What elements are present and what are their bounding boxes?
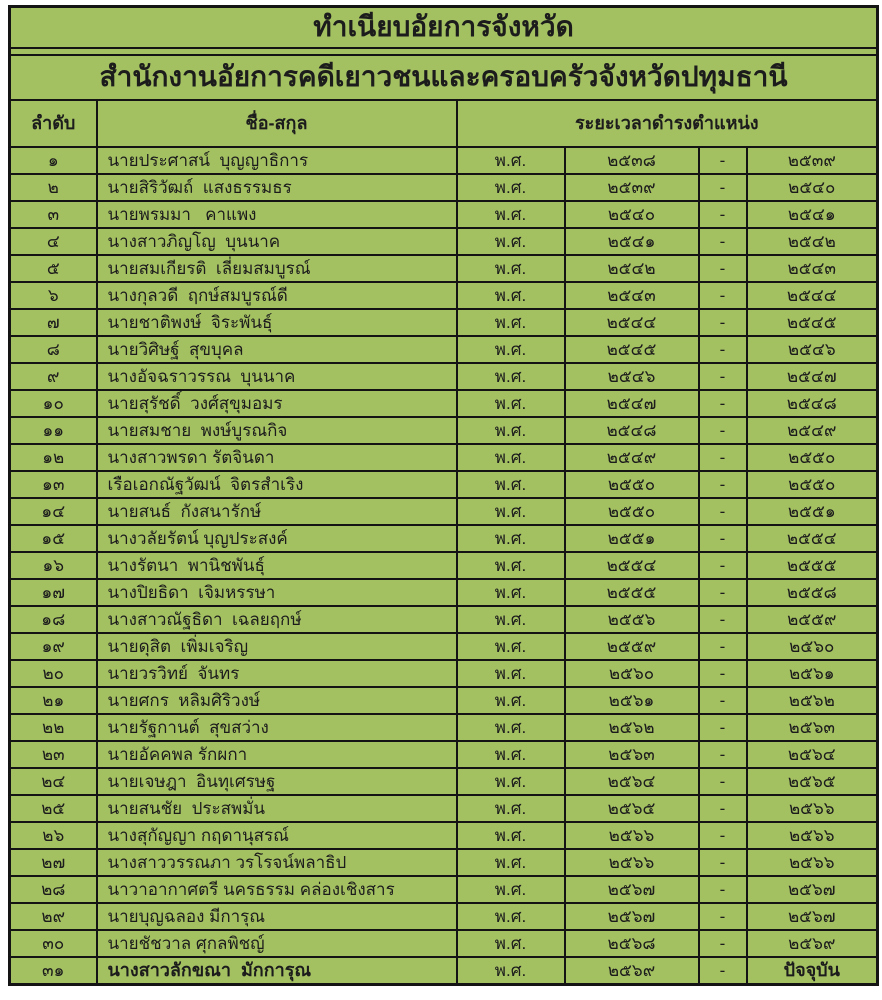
start-year-cell: ๒๕๓๙	[565, 174, 699, 201]
range-separator-cell: -	[699, 714, 747, 741]
range-separator-cell: -	[699, 417, 747, 444]
start-year-cell: ๒๕๖๖	[565, 849, 699, 876]
table-row	[10, 849, 878, 876]
range-separator-cell: -	[699, 201, 747, 228]
name-cell: นายวรวิทย์ จันทร	[97, 660, 457, 687]
name-cell: นายวิศิษฐ์ สุขบุคล	[97, 336, 457, 363]
end-year-cell: ๒๕๓๙	[747, 147, 878, 174]
range-separator-cell: -	[699, 930, 747, 957]
range-separator-cell: -	[699, 471, 747, 498]
row-index-cell: ๑๖	[10, 552, 97, 579]
end-year-cell: ๒๕๖๖	[747, 849, 878, 876]
row-index-cell: ๒๙	[10, 903, 97, 930]
start-year-cell: ๒๕๔๘	[565, 417, 699, 444]
row-index-cell: ๑๗	[10, 579, 97, 606]
range-separator-cell: -	[699, 579, 747, 606]
range-separator-cell: -	[699, 876, 747, 903]
start-year-cell: ๒๕๔๐	[565, 201, 699, 228]
era-label-cell: พ.ศ.	[457, 606, 565, 633]
range-separator-cell: -	[699, 741, 747, 768]
office-subtitle: สำนักงานอัยการคดีเยาวชนและครอบครัวจังหวัดปทุมธานี	[10, 55, 878, 100]
start-year-cell: ๒๕๔๖	[565, 363, 699, 390]
era-label-cell: พ.ศ.	[457, 282, 565, 309]
era-label-cell: พ.ศ.	[457, 309, 565, 336]
name-cell: นายอัคคพล รักผกา	[97, 741, 457, 768]
table-row	[10, 363, 878, 390]
row-index-cell: ๓	[10, 201, 97, 228]
row-index-cell: ๒๕	[10, 795, 97, 822]
start-year-cell: ๒๕๔๒	[565, 255, 699, 282]
row-index-cell: ๒๓	[10, 741, 97, 768]
table-row	[10, 417, 878, 444]
row-index-cell: ๒	[10, 174, 97, 201]
range-separator-cell: -	[699, 606, 747, 633]
subtitle-row	[10, 55, 878, 100]
era-label-cell: พ.ศ.	[457, 930, 565, 957]
end-year-cell: ๒๕๖๒	[747, 687, 878, 714]
name-cell: นางสาววรรณภา วรโรจน์พลาธิป	[97, 849, 457, 876]
era-label-cell: พ.ศ.	[457, 444, 565, 471]
name-cell: นาวาอากาศตรี นครธรรม คล่องเชิงสาร	[97, 876, 457, 903]
era-label-cell: พ.ศ.	[457, 633, 565, 660]
end-year-cell: ๒๕๕๔	[747, 525, 878, 552]
table-row	[10, 876, 878, 903]
start-year-cell: ๒๕๖๗	[565, 876, 699, 903]
end-year-cell: ๒๕๕๐	[747, 444, 878, 471]
row-index-cell: ๒๒	[10, 714, 97, 741]
end-year-cell: ๒๕๖๐	[747, 633, 878, 660]
era-label-cell: พ.ศ.	[457, 390, 565, 417]
end-year-cell: ปัจจุบัน	[747, 957, 878, 985]
era-label-cell: พ.ศ.	[457, 849, 565, 876]
column-header-period: ระยะเวลาดำรงตำแหน่ง	[457, 100, 878, 147]
start-year-cell: ๒๕๖๑	[565, 687, 699, 714]
table-row	[10, 390, 878, 417]
name-cell: นางสาวณัฐธิดา เฉลยฤกษ์	[97, 606, 457, 633]
row-index-cell: ๒๐	[10, 660, 97, 687]
end-year-cell: ๒๕๕๙	[747, 606, 878, 633]
era-label-cell: พ.ศ.	[457, 822, 565, 849]
start-year-cell: ๒๕๔๕	[565, 336, 699, 363]
range-separator-cell: -	[699, 660, 747, 687]
name-cell: เรือเอกณัฐวัฒน์ จิตรสำเริง	[97, 471, 457, 498]
start-year-cell: ๒๕๕๐	[565, 498, 699, 525]
start-year-cell: ๒๕๖๔	[565, 768, 699, 795]
start-year-cell: ๒๕๖๘	[565, 930, 699, 957]
table-row	[10, 606, 878, 633]
range-separator-cell: -	[699, 282, 747, 309]
row-index-cell: ๑๑	[10, 417, 97, 444]
end-year-cell: ๒๕๖๗	[747, 876, 878, 903]
range-separator-cell: -	[699, 390, 747, 417]
table-row	[10, 498, 878, 525]
row-index-cell: ๒๗	[10, 849, 97, 876]
row-index-cell: ๑๔	[10, 498, 97, 525]
range-separator-cell: -	[699, 444, 747, 471]
start-year-cell: ๒๕๔๙	[565, 444, 699, 471]
range-separator-cell: -	[699, 147, 747, 174]
row-index-cell: ๑๕	[10, 525, 97, 552]
start-year-cell: ๒๕๖๐	[565, 660, 699, 687]
table-row	[10, 309, 878, 336]
page-title: ทำเนียบอัยการจังหวัด	[10, 7, 878, 49]
era-label-cell: พ.ศ.	[457, 552, 565, 579]
era-label-cell: พ.ศ.	[457, 336, 565, 363]
era-label-cell: พ.ศ.	[457, 903, 565, 930]
start-year-cell: ๒๕๖๓	[565, 741, 699, 768]
name-cell: นางอัจฉราวรรณ บุนนาค	[97, 363, 457, 390]
row-index-cell: ๓๐	[10, 930, 97, 957]
end-year-cell: ๒๕๔๘	[747, 390, 878, 417]
name-cell: นายสนชัย ประสพมั่น	[97, 795, 457, 822]
end-year-cell: ๒๕๖๓	[747, 714, 878, 741]
era-label-cell: พ.ศ.	[457, 471, 565, 498]
row-index-cell: ๑๒	[10, 444, 97, 471]
start-year-cell: ๒๕๖๖	[565, 822, 699, 849]
era-label-cell: พ.ศ.	[457, 525, 565, 552]
end-year-cell: ๒๕๖๙	[747, 930, 878, 957]
end-year-cell: ๒๕๔๒	[747, 228, 878, 255]
table-row	[10, 687, 878, 714]
end-year-cell: ๒๕๕๘	[747, 579, 878, 606]
table-row	[10, 957, 878, 985]
row-index-cell: ๒๖	[10, 822, 97, 849]
range-separator-cell: -	[699, 498, 747, 525]
range-separator-cell: -	[699, 363, 747, 390]
spacer-row	[10, 48, 878, 55]
start-year-cell: ๒๕๕๐	[565, 471, 699, 498]
range-separator-cell: -	[699, 336, 747, 363]
start-year-cell: ๒๕๕๔	[565, 552, 699, 579]
era-label-cell: พ.ศ.	[457, 147, 565, 174]
row-index-cell: ๓๑	[10, 957, 97, 985]
row-index-cell: ๗	[10, 309, 97, 336]
table-row	[10, 174, 878, 201]
range-separator-cell: -	[699, 957, 747, 985]
table-row	[10, 336, 878, 363]
start-year-cell: ๒๕๕๕	[565, 579, 699, 606]
table-row	[10, 228, 878, 255]
era-label-cell: พ.ศ.	[457, 768, 565, 795]
table-row	[10, 660, 878, 687]
name-cell: นายสมเกียรติ เลี่ยมสมบูรณ์	[97, 255, 457, 282]
name-cell: นายชัชวาล ศุกลพิชญ์	[97, 930, 457, 957]
table-row	[10, 633, 878, 660]
row-index-cell: ๖	[10, 282, 97, 309]
era-label-cell: พ.ศ.	[457, 228, 565, 255]
start-year-cell: ๒๕๔๔	[565, 309, 699, 336]
end-year-cell: ๒๕๔๙	[747, 417, 878, 444]
table-body	[10, 147, 878, 985]
start-year-cell: ๒๕๕๖	[565, 606, 699, 633]
era-label-cell: พ.ศ.	[457, 876, 565, 903]
end-year-cell: ๒๕๖๖	[747, 795, 878, 822]
range-separator-cell: -	[699, 795, 747, 822]
range-separator-cell: -	[699, 228, 747, 255]
era-label-cell: พ.ศ.	[457, 957, 565, 985]
table-row	[10, 795, 878, 822]
end-year-cell: ๒๕๔๓	[747, 255, 878, 282]
era-label-cell: พ.ศ.	[457, 660, 565, 687]
end-year-cell: ๒๕๖๔	[747, 741, 878, 768]
range-separator-cell: -	[699, 174, 747, 201]
row-index-cell: ๕	[10, 255, 97, 282]
name-cell: นายรัฐกานต์ สุขสว่าง	[97, 714, 457, 741]
start-year-cell: ๒๕๕๙	[565, 633, 699, 660]
row-index-cell: ๒๑	[10, 687, 97, 714]
era-label-cell: พ.ศ.	[457, 579, 565, 606]
end-year-cell: ๒๕๔๗	[747, 363, 878, 390]
start-year-cell: ๒๕๖๒	[565, 714, 699, 741]
end-year-cell: ๒๕๕๕	[747, 552, 878, 579]
range-separator-cell: -	[699, 309, 747, 336]
range-separator-cell: -	[699, 255, 747, 282]
start-year-cell: ๒๕๔๓	[565, 282, 699, 309]
table-row	[10, 147, 878, 174]
name-cell: นางวลัยรัตน์ บุญประสงค์	[97, 525, 457, 552]
column-header-name: ชื่อ-สกุล	[97, 100, 457, 147]
start-year-cell: ๒๕๖๗	[565, 903, 699, 930]
table-row	[10, 822, 878, 849]
end-year-cell: ๒๕๔๑	[747, 201, 878, 228]
row-index-cell: ๒๘	[10, 876, 97, 903]
name-cell: นายชาติพงษ์ จิระพันธุ์	[97, 309, 457, 336]
range-separator-cell: -	[699, 903, 747, 930]
row-index-cell: ๘	[10, 336, 97, 363]
range-separator-cell: -	[699, 552, 747, 579]
table-row	[10, 903, 878, 930]
name-cell: นายสมชาย พงษ์บูรณกิจ	[97, 417, 457, 444]
era-label-cell: พ.ศ.	[457, 255, 565, 282]
column-header-index: ลำดับ	[10, 100, 97, 147]
era-label-cell: พ.ศ.	[457, 201, 565, 228]
name-cell: นายบุญฉลอง มีการุณ	[97, 903, 457, 930]
name-cell: นางสุกัญญา กฤดานุสรณ์	[97, 822, 457, 849]
era-label-cell: พ.ศ.	[457, 174, 565, 201]
table-row	[10, 552, 878, 579]
row-index-cell: ๔	[10, 228, 97, 255]
table-row	[10, 768, 878, 795]
row-index-cell: ๑๘	[10, 606, 97, 633]
name-cell: นางกุลวดี ฤกษ์สมบูรณ์ดี	[97, 282, 457, 309]
end-year-cell: ๒๕๔๖	[747, 336, 878, 363]
table-row	[10, 255, 878, 282]
row-index-cell: ๒๔	[10, 768, 97, 795]
table-row	[10, 282, 878, 309]
name-cell: นายสุรัชดิ์ วงศ์สุขุมอมร	[97, 390, 457, 417]
column-header-row	[10, 100, 878, 147]
end-year-cell: ๒๕๔๔	[747, 282, 878, 309]
name-cell: นายสิริวัฒถ์ แสงธรรมธร	[97, 174, 457, 201]
range-separator-cell: -	[699, 849, 747, 876]
range-separator-cell: -	[699, 687, 747, 714]
era-label-cell: พ.ศ.	[457, 687, 565, 714]
start-year-cell: ๒๕๔๗	[565, 390, 699, 417]
title-row	[10, 7, 878, 49]
range-separator-cell: -	[699, 633, 747, 660]
era-label-cell: พ.ศ.	[457, 714, 565, 741]
name-cell: นางปิยธิดา เจิมหรรษา	[97, 579, 457, 606]
end-year-cell: ๒๕๖๑	[747, 660, 878, 687]
start-year-cell: ๒๕๕๑	[565, 525, 699, 552]
name-cell: นางสาวพรดา รัตจินดา	[97, 444, 457, 471]
table-row	[10, 525, 878, 552]
range-separator-cell: -	[699, 768, 747, 795]
row-index-cell: ๑	[10, 147, 97, 174]
name-cell: นางรัตนา พานิชพันธุ์	[97, 552, 457, 579]
name-cell: นางสาวภิญโญ บุนนาค	[97, 228, 457, 255]
name-cell: นายพรมมา คาแพง	[97, 201, 457, 228]
table-row	[10, 714, 878, 741]
name-cell: นายสนธ์ กังสนารักษ์	[97, 498, 457, 525]
table-row	[10, 444, 878, 471]
start-year-cell: ๒๕๖๕	[565, 795, 699, 822]
table-row	[10, 579, 878, 606]
range-separator-cell: -	[699, 525, 747, 552]
era-label-cell: พ.ศ.	[457, 363, 565, 390]
end-year-cell: ๒๕๕๑	[747, 498, 878, 525]
start-year-cell: ๒๕๔๑	[565, 228, 699, 255]
end-year-cell: ๒๕๕๐	[747, 471, 878, 498]
name-cell: นายดุสิต เพิ่มเจริญ	[97, 633, 457, 660]
row-index-cell: ๙	[10, 363, 97, 390]
name-cell: นางสาวลักขณา มักการุณ	[97, 957, 457, 985]
era-label-cell: พ.ศ.	[457, 498, 565, 525]
era-label-cell: พ.ศ.	[457, 417, 565, 444]
end-year-cell: ๒๕๖๕	[747, 768, 878, 795]
era-label-cell: พ.ศ.	[457, 795, 565, 822]
range-separator-cell: -	[699, 822, 747, 849]
row-index-cell: ๑๓	[10, 471, 97, 498]
spacer-cell	[10, 48, 878, 55]
name-cell: นายศกร หลิมศิริวงษ์	[97, 687, 457, 714]
table-row	[10, 471, 878, 498]
end-year-cell: ๒๕๔๐	[747, 174, 878, 201]
row-index-cell: ๑๐	[10, 390, 97, 417]
table-row	[10, 201, 878, 228]
prosecutor-directory-table	[8, 5, 879, 986]
end-year-cell: ๒๕๔๕	[747, 309, 878, 336]
start-year-cell: ๒๕๓๘	[565, 147, 699, 174]
table-row	[10, 930, 878, 957]
era-label-cell: พ.ศ.	[457, 741, 565, 768]
end-year-cell: ๒๕๖๗	[747, 903, 878, 930]
name-cell: นายเจษฎา อินทุเศรษฐ	[97, 768, 457, 795]
start-year-cell: ๒๕๖๙	[565, 957, 699, 985]
end-year-cell: ๒๕๖๖	[747, 822, 878, 849]
row-index-cell: ๑๙	[10, 633, 97, 660]
table-row	[10, 741, 878, 768]
name-cell: นายประศาสน์ บุญญาธิการ	[97, 147, 457, 174]
